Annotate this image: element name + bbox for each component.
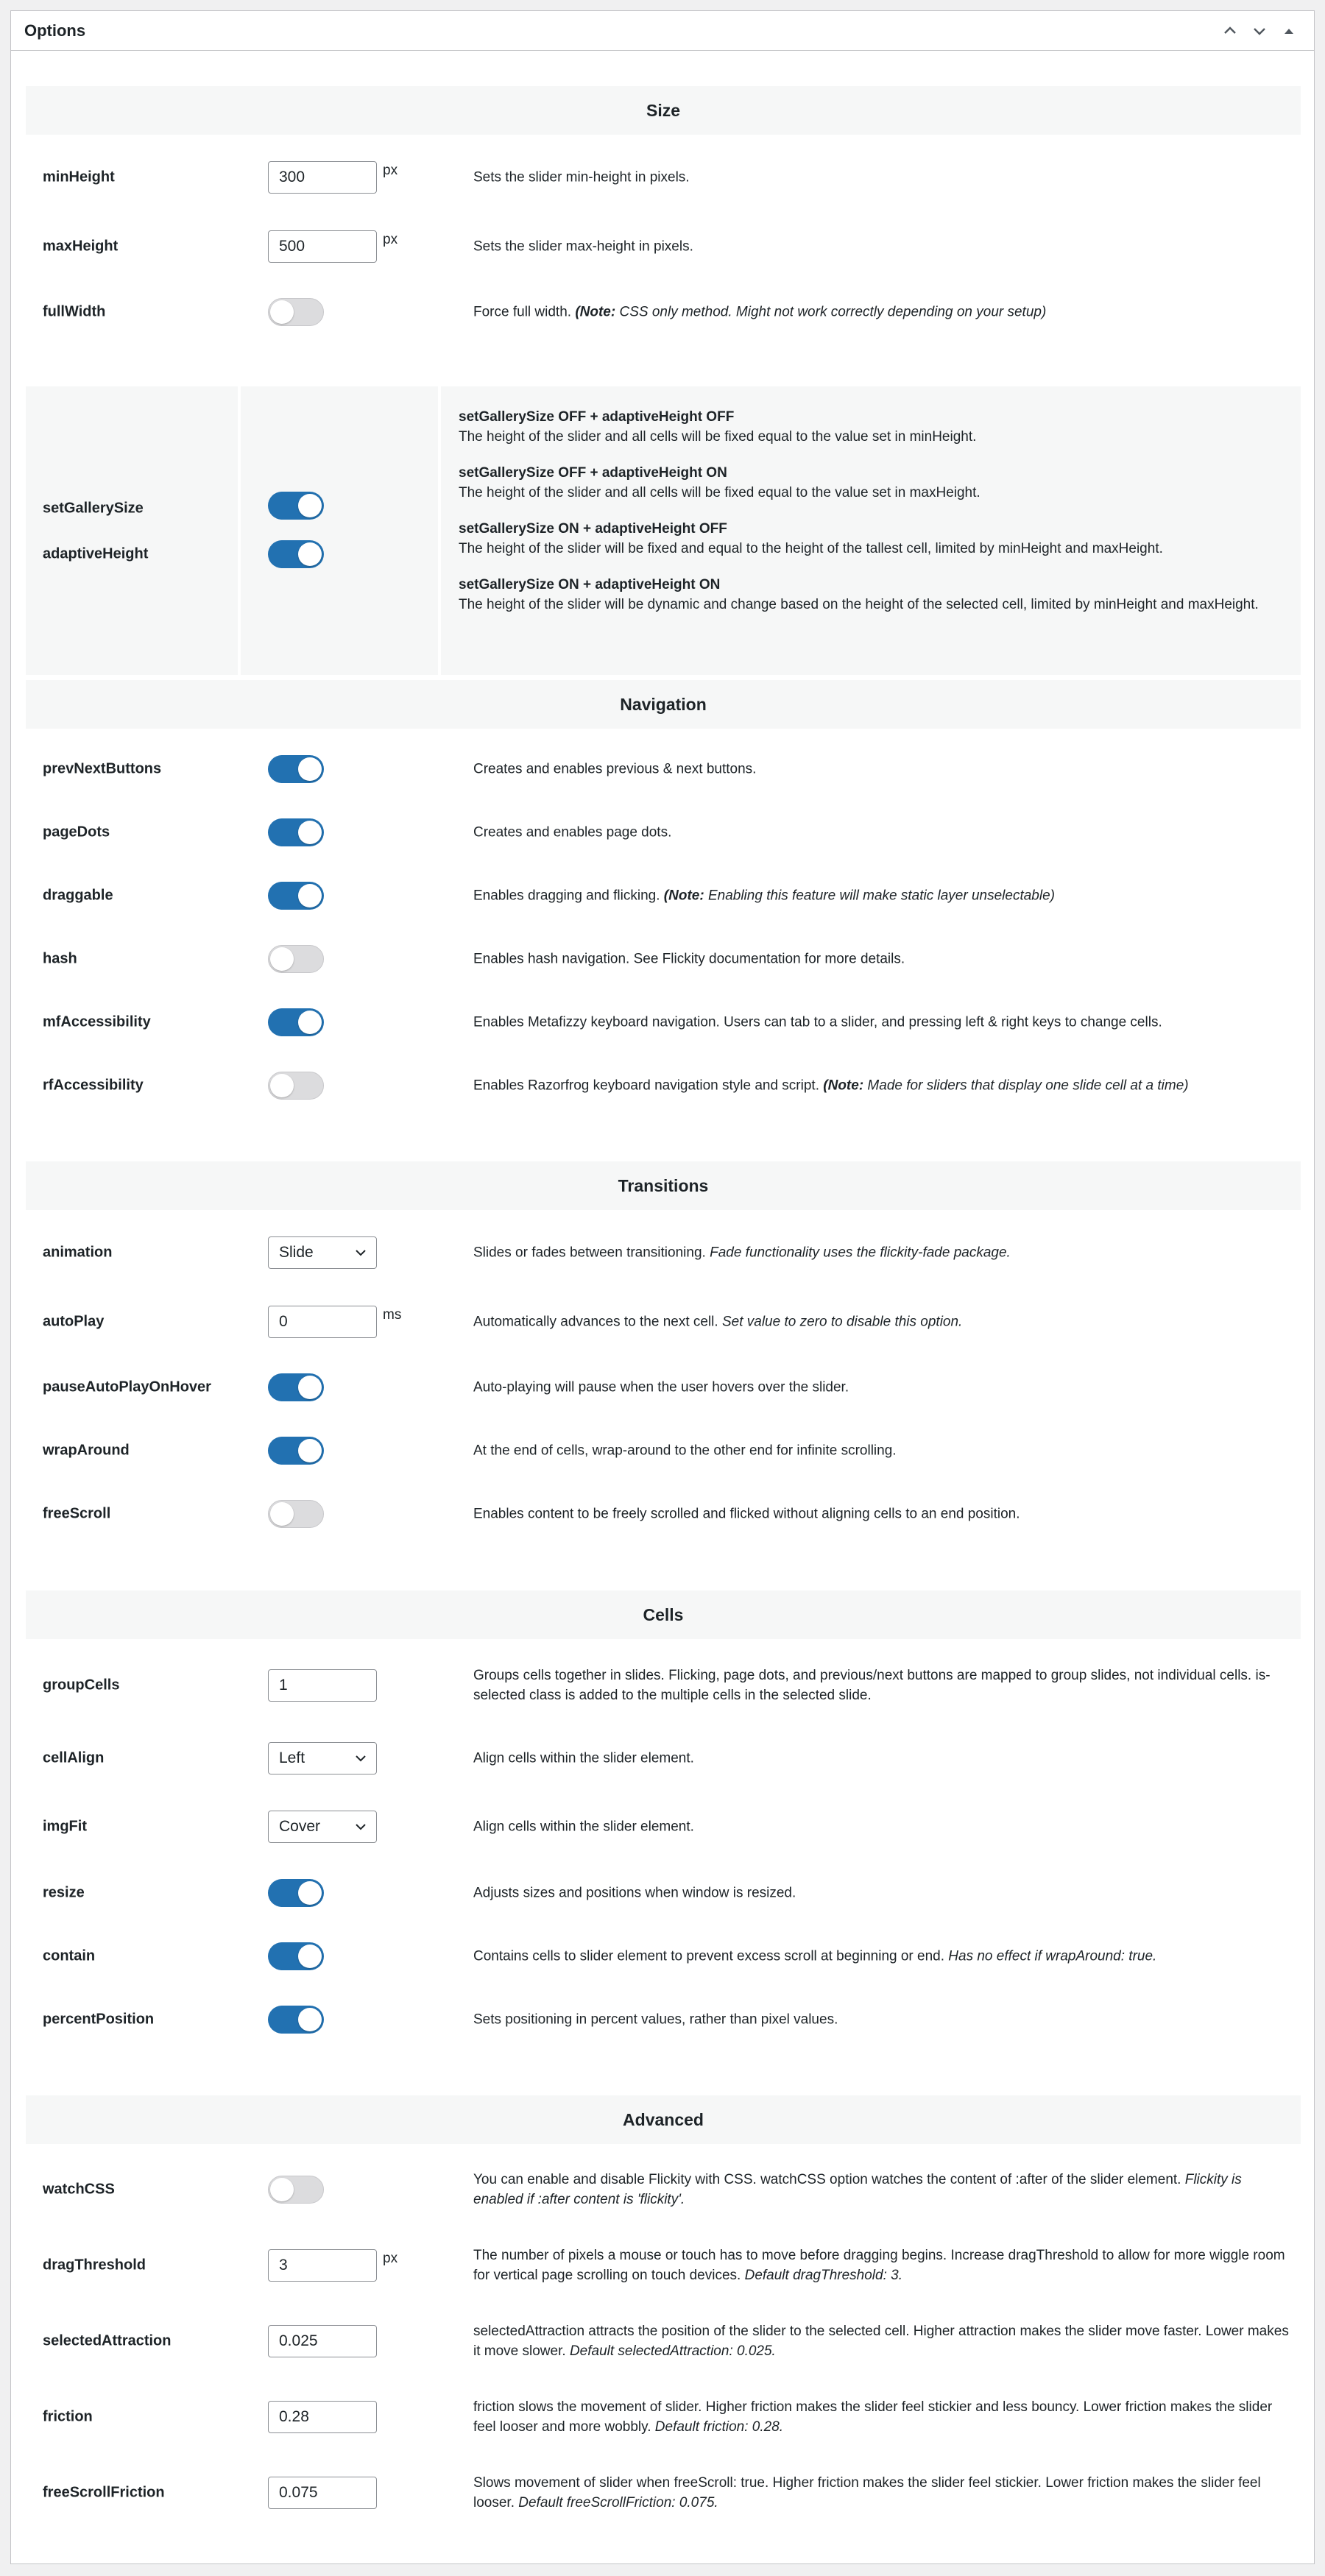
combo-title: setGallerySize OFF + adaptiveHeight OFF (459, 409, 735, 425)
toggle-knob (298, 542, 322, 566)
move-down-button[interactable] (1248, 19, 1271, 43)
combo-text: The height of the slider will be dynamic and change based on the height of the selected cell, limited by minHeight and maxHeight. (459, 597, 1259, 612)
control (268, 1669, 377, 1702)
desc-note: Default dragThreshold: 3. (744, 2268, 902, 2283)
unit-label: px (383, 2251, 398, 2266)
select-value: Left (279, 1749, 305, 1766)
maxheight-input[interactable] (268, 230, 377, 263)
option-description (473, 886, 1290, 906)
minheight-input[interactable] (268, 161, 377, 194)
control (268, 540, 324, 568)
unit-label: ms (383, 1307, 402, 1323)
toggle-knob (270, 1502, 294, 1526)
desc-text: Contains cells to slider element to prevent excess scroll at beginning or end. (473, 1948, 945, 1964)
resize-toggle[interactable] (268, 1879, 324, 1907)
option-label: hash (43, 950, 77, 967)
control (268, 755, 324, 783)
control (268, 1437, 324, 1465)
desc-text: Automatically advances to the next cell. (473, 1314, 718, 1330)
option-label: friction (43, 2408, 93, 2425)
option-label: dragThreshold (43, 2257, 146, 2274)
option-label: freeScrollFriction (43, 2484, 165, 2501)
control (268, 2477, 377, 2509)
option-label: selectedAttraction (43, 2332, 172, 2349)
desc-text: Enables Razorfrog keyboard navigation style and script. (473, 1078, 819, 1094)
toggle-knob (298, 2008, 322, 2031)
desc-text: Force full width. (473, 304, 572, 320)
control (268, 2249, 398, 2282)
selectedattraction-input[interactable] (268, 2325, 377, 2357)
desc-text: friction slows the movement of slider. Higher friction makes the slider feel stickier and less bouncy. Lower friction makes the slider feel looser and more wobbly. (473, 2399, 1273, 2435)
option-description (473, 1312, 1290, 1332)
toggle-knob (298, 884, 322, 907)
combo-descriptions-col (441, 386, 1301, 675)
section-header-navigation: Navigation (26, 680, 1301, 729)
prevnextbuttons-toggle[interactable] (268, 755, 324, 783)
control (268, 945, 324, 973)
combo-title: setGallerySize ON + adaptiveHeight ON (459, 577, 721, 592)
control (268, 1306, 401, 1338)
option-label: cellAlign (43, 1749, 105, 1766)
hash-toggle[interactable] (268, 945, 324, 973)
combo-text: The height of the slider and all cells will be fixed equal to the value set in maxHeight. (459, 485, 981, 500)
pauseautoplayonhover-toggle[interactable] (268, 1373, 324, 1401)
pagedots-toggle[interactable] (268, 818, 324, 846)
toggle-knob (298, 757, 322, 781)
desc-text: selectedAttraction attracts the position of the slider to the selected cell. Higher attraction makes the slider move faster. Lower makes it move slower. (473, 2324, 1289, 2359)
note-text: CSS only method. Might not work correctly depending on your setup) (615, 304, 1047, 320)
option-description: At the end of cells, wrap-around to the other end for infinite scrolling. (473, 1443, 897, 1459)
control (268, 882, 324, 910)
unit-label: px (383, 232, 398, 247)
note-text: Made for sliders that display one slide cell at a time) (863, 1078, 1189, 1094)
select-value: Slide (279, 1244, 314, 1261)
option-description: Sets positioning in percent values, rather than pixel values. (473, 2011, 838, 2028)
toggle-knob (298, 1439, 322, 1462)
animation-select[interactable] (268, 1236, 377, 1269)
option-label: pauseAutoPlayOnHover (43, 1379, 211, 1395)
note-label: (Note: (575, 304, 616, 320)
option-label: freeScroll (43, 1505, 111, 1522)
option-label: minHeight (43, 169, 115, 185)
fullwidth-toggle[interactable] (268, 298, 324, 326)
rfaccessibility-toggle[interactable] (268, 1072, 324, 1100)
option-label: wrapAround (43, 1442, 130, 1459)
move-up-button[interactable] (1218, 19, 1242, 43)
option-label: resize (43, 1884, 85, 1901)
option-label: percentPosition (43, 2011, 155, 2028)
control (268, 818, 324, 846)
option-description (473, 2321, 1290, 2361)
combo-text: The height of the slider and all cells will be fixed equal to the value set in minHeight. (459, 429, 977, 445)
option-description: Enables Metafizzy keyboard navigation. Users can tab to a slider, and pressing left & right keys to change cells. (473, 1014, 1162, 1030)
option-description (473, 2246, 1290, 2285)
option-label: maxHeight (43, 238, 119, 255)
option-description (473, 2170, 1290, 2209)
combo-block (459, 575, 1301, 615)
desc-text: The number of pixels a mouse or touch has to move before dragging begins. Increase dragThreshold to allow for more wiggle room for vertical page scrolling on touch devices. (473, 2248, 1285, 2283)
toggle-knob (270, 300, 294, 324)
option-description: Sets the slider min-height in pixels. (473, 169, 690, 185)
percentposition-toggle[interactable] (268, 2006, 324, 2034)
desc-text: Slides or fades between transitioning. (473, 1245, 706, 1261)
control (268, 2325, 377, 2357)
imgfit-select[interactable] (268, 1811, 377, 1843)
option-description (473, 1076, 1290, 1096)
chevron-up-icon (1222, 23, 1238, 39)
options-panel (10, 10, 1315, 2564)
control (268, 2401, 377, 2433)
toggle-knob (298, 1376, 322, 1399)
option-label: animation (43, 1244, 113, 1261)
option-label: contain (43, 1947, 96, 1964)
control (268, 1879, 324, 1907)
desc-note: Default friction: 0.28. (654, 2419, 784, 2435)
control (268, 1008, 324, 1036)
setgallerysize-toggle[interactable] (268, 492, 324, 520)
option-description: Align cells within the slider element. (473, 1819, 694, 1835)
option-description: Enables hash navigation. See Flickity documentation for more details. (473, 951, 905, 967)
control (268, 1811, 377, 1843)
option-label: pageDots (43, 824, 110, 841)
toggle-knob (298, 494, 322, 517)
toggle-panel-button[interactable] (1277, 19, 1301, 43)
section-header-size: Size (26, 86, 1301, 135)
freescrollfriction-input[interactable] (268, 2477, 377, 2509)
option-description (473, 1243, 1290, 1263)
combo-block (459, 519, 1301, 559)
combo-controls-col (241, 386, 438, 675)
cellalign-select[interactable] (268, 1742, 377, 1774)
option-label: adaptiveHeight (43, 545, 149, 562)
option-label: rfAccessibility (43, 1077, 144, 1094)
option-label: prevNextButtons (43, 760, 162, 777)
panel-title: Options (24, 21, 86, 40)
control (268, 1942, 324, 1970)
option-description (473, 2397, 1290, 2437)
note-text: Enabling this feature will make static layer unselectable) (704, 888, 1055, 904)
desc-note: Has no effect if wrapAround: true. (948, 1948, 1157, 1964)
chevron-down-icon (354, 1752, 367, 1765)
desc-text: Slows movement of slider when freeScroll: true. Higher friction makes the slider feel stickier. Lower friction makes the slider feel looser. (473, 2475, 1261, 2510)
option-description: Creates and enables page dots. (473, 824, 672, 841)
gallery-size-combinations (26, 386, 1301, 675)
option-label: groupCells (43, 1677, 120, 1694)
toggle-knob (270, 1074, 294, 1097)
option-description: Enables content to be freely scrolled and flicked without aligning cells to an end position. (473, 1506, 1020, 1522)
chevron-down-icon (354, 1820, 367, 1833)
option-label: autoPlay (43, 1313, 105, 1330)
control (268, 2176, 324, 2204)
control (268, 1072, 324, 1100)
friction-input[interactable] (268, 2401, 377, 2433)
option-description: Adjusts sizes and positions when window is resized. (473, 1885, 796, 1901)
combo-block (459, 407, 1301, 447)
section-header-cells: Cells (26, 1590, 1301, 1639)
toggle-knob (298, 1945, 322, 1968)
combo-labels-col (26, 386, 238, 675)
note-label: (Note: (663, 888, 704, 904)
option-label: draggable (43, 887, 113, 904)
mfaccessibility-toggle[interactable] (268, 1008, 324, 1036)
option-description: Creates and enables previous & next buttons. (473, 761, 757, 777)
desc-note: Set value to zero to disable this option. (721, 1314, 963, 1330)
control (268, 1236, 377, 1269)
toggle-knob (270, 947, 294, 971)
control (268, 161, 398, 194)
toggle-knob (298, 821, 322, 844)
toggle-knob (298, 1011, 322, 1034)
desc-text: You can enable and disable Flickity with CSS. watchCSS option watches the content of :after of the slider element. (473, 2172, 1181, 2187)
option-label: mfAccessibility (43, 1013, 151, 1030)
contain-toggle[interactable] (268, 1942, 324, 1970)
autoplay-input[interactable] (268, 1306, 377, 1338)
option-description: Sets the slider max-height in pixels. (473, 238, 693, 255)
option-label: watchCSS (43, 2181, 115, 2198)
section-header-transitions: Transitions (26, 1161, 1301, 1210)
desc-note: Default freeScrollFriction: 0.075. (518, 2495, 718, 2510)
chevron-down-icon (1251, 23, 1268, 39)
freescroll-toggle[interactable] (268, 1500, 324, 1528)
option-description (473, 1947, 1290, 1967)
desc-note: Fade functionality uses the flickity-fade package. (710, 1245, 1011, 1261)
watchcss-toggle[interactable] (268, 2176, 324, 2204)
header-buttons (1218, 19, 1301, 43)
option-label: fullWidth (43, 303, 106, 320)
combo-title: setGallerySize OFF + adaptiveHeight ON (459, 465, 727, 481)
select-value: Cover (279, 1818, 321, 1835)
control (268, 1742, 377, 1774)
control (268, 230, 398, 263)
combo-text: The height of the slider will be fixed and equal to the height of the tallest cell, limited by minHeight and maxHeight. (459, 541, 1163, 556)
desc-note: Default selectedAttraction: 0.025. (569, 2343, 776, 2359)
section-header-advanced: Advanced (26, 2095, 1301, 2144)
combo-title: setGallerySize ON + adaptiveHeight OFF (459, 521, 727, 537)
combo-block (459, 463, 1301, 503)
option-description: Groups cells together in slides. Flicking, page dots, and previous/next buttons are mapped to group slides, not individual cells. is-selected class is added to the multiple cells in the selected slide. (473, 1668, 1271, 1703)
dragthreshold-input[interactable] (268, 2249, 377, 2282)
draggable-toggle[interactable] (268, 882, 324, 910)
caret-up-icon (1281, 23, 1297, 39)
groupcells-input[interactable] (268, 1669, 377, 1702)
wraparound-toggle[interactable] (268, 1437, 324, 1465)
option-description: Auto-playing will pause when the user hovers over the slider. (473, 1379, 849, 1395)
note-label: (Note: (823, 1078, 864, 1094)
chevron-down-icon (354, 1246, 367, 1259)
desc-note: Flickity is enabled if :after content is 'flickity'. (473, 2172, 1242, 2207)
option-label: setGallerySize (43, 500, 144, 517)
control (268, 2006, 324, 2034)
option-label: imgFit (43, 1818, 87, 1835)
control (268, 492, 324, 520)
control (268, 1373, 324, 1401)
toggle-knob (298, 1881, 322, 1905)
option-description (473, 2473, 1290, 2513)
control (268, 1500, 324, 1528)
unit-label: px (383, 163, 398, 178)
toggle-knob (270, 2178, 294, 2201)
panel-header (11, 11, 1314, 51)
option-description (473, 302, 1290, 322)
control (268, 298, 324, 326)
adaptiveheight-toggle[interactable] (268, 540, 324, 568)
desc-text: Enables dragging and flicking. (473, 888, 660, 904)
option-description: Align cells within the slider element. (473, 1750, 694, 1766)
